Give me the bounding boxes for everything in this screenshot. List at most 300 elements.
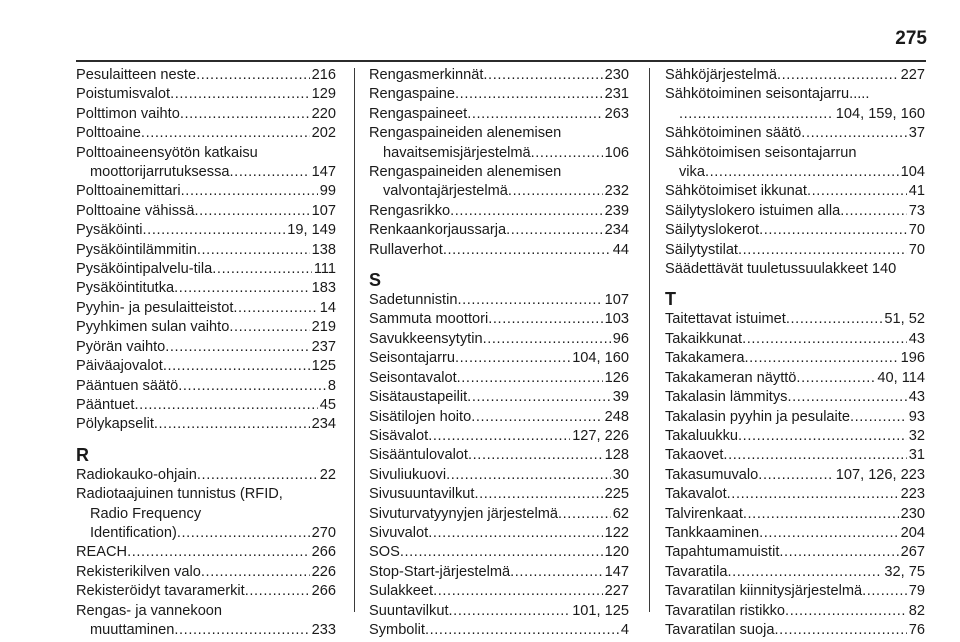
entry-term: Rekisterikilven valo [76, 563, 201, 580]
entry-term: Sähkötoimisen seisontajarrun [665, 144, 857, 161]
entry-term: Sivusuuntavilkut [369, 486, 475, 503]
dot-leader [197, 466, 318, 485]
entry-term: Tapahtumamuistit [665, 544, 780, 561]
entry-term: Sadetunnistin [369, 292, 458, 309]
entry-term: Rullaverhot [369, 241, 443, 258]
entry-term: Poistumisvalot [76, 86, 171, 103]
index-entry [369, 408, 629, 427]
dot-leader [743, 505, 899, 524]
entry-page-ref: 216 [311, 67, 336, 83]
entry-page-ref: 266 [311, 583, 336, 600]
page-number: 275 [895, 28, 927, 49]
dot-leader [727, 485, 899, 504]
entry-term: Sammuta moottori [369, 311, 489, 328]
index-entry [76, 182, 336, 201]
entry-term: vika [679, 164, 705, 181]
entry-page-ref: 96 [612, 330, 629, 347]
dot-leader [163, 357, 310, 376]
index-entry [665, 241, 925, 260]
index-entry [369, 524, 629, 543]
dot-leader [180, 105, 310, 124]
dot-leader [758, 466, 833, 485]
dot-leader [134, 396, 317, 415]
entry-term: Polttoaineensyötön katkaisu [76, 144, 258, 161]
entry-page-ref: 147 [311, 164, 336, 181]
index-entry [665, 563, 925, 582]
entry-term: Pääntuen säätö [76, 377, 179, 394]
entry-page-ref: 40, 114 [877, 369, 925, 386]
entry-term: havaitsemisjärjestelmä [383, 144, 531, 161]
dot-leader [862, 582, 907, 601]
entry-term: Rengasrikko [369, 202, 451, 219]
entry-term: Pysäköintipalvelu-tila [76, 261, 213, 278]
entry-page-ref: 82 [908, 602, 925, 619]
index-entry [665, 543, 925, 562]
entry-term: Radiotaajuinen tunnistus (RFID, [76, 486, 283, 503]
entry-page-ref: 267 [900, 544, 925, 561]
index-entry [76, 144, 336, 183]
entry-page-ref: 227 [604, 583, 629, 600]
entry-term: Polttoainemittari [76, 183, 181, 200]
entry-page-ref: 76 [908, 621, 925, 638]
index-entry [665, 349, 925, 368]
entry-page-ref: 231 [604, 86, 629, 103]
dot-leader [786, 310, 883, 329]
index-entry [76, 357, 336, 376]
entry-page-ref: 70 [908, 222, 925, 239]
entry-term: Pesulaitteen neste [76, 67, 197, 83]
entry-page-ref: 31 [908, 447, 925, 464]
entry-page-ref: 263 [604, 105, 629, 122]
entry-term: Identification) [90, 524, 177, 541]
dot-leader [233, 299, 317, 318]
index-entry [76, 279, 336, 298]
index-entry [665, 621, 925, 640]
entry-page-ref: 202 [311, 125, 336, 142]
dot-leader [510, 563, 603, 582]
entry-term: Sulakkeet [369, 583, 434, 600]
section-letter: T [665, 289, 676, 310]
index-entry [369, 85, 629, 104]
entry-page-ref: 138 [311, 241, 336, 258]
entry-term: Sisätilojen hoito [369, 408, 472, 425]
entry-page-ref: 32 [908, 427, 925, 444]
entry-term: Pysäköintitutka [76, 280, 175, 297]
entry-term: Polttoaine [76, 125, 141, 142]
entry-term: muuttaminen [90, 621, 175, 638]
dot-leader [483, 66, 602, 85]
entry-term: Pysäköintilämmitin [76, 241, 197, 258]
index-entry [369, 446, 629, 465]
index-entry [369, 221, 629, 240]
entry-page-ref: 230 [900, 505, 925, 522]
index-entry [76, 415, 336, 434]
entry-page-ref: 14 [319, 299, 336, 316]
entry-term: Säilytyslokerot [665, 222, 760, 239]
entry-page-ref: 37 [908, 125, 925, 142]
entry-term: Rengas- ja vannekoon [76, 602, 223, 619]
entry-page-ref: 126 [604, 369, 629, 386]
entry-term: Säilytyslokero istuimen alla [665, 202, 841, 219]
dot-leader [558, 505, 611, 524]
entry-page-ref: 106 [604, 144, 629, 161]
index-entry [665, 466, 925, 485]
dot-leader [727, 563, 882, 582]
entry-page-ref: 183 [311, 280, 336, 297]
index-entry [369, 66, 629, 85]
entry-term: Radiokauko-ohjain [76, 466, 197, 483]
entry-term: REACH [76, 544, 128, 561]
entry-term: Päiväajovalot [76, 358, 163, 375]
entry-page-ref: 233 [311, 621, 336, 638]
dot-leader [181, 182, 318, 201]
index-column-1 [76, 66, 336, 640]
entry-page-ref: 41 [908, 183, 925, 200]
entry-term: Pysäköinti [76, 222, 143, 239]
index-entry [369, 388, 629, 407]
index-entry [76, 485, 336, 543]
dot-leader [178, 377, 326, 396]
dot-leader [170, 85, 310, 104]
dot-leader [488, 310, 602, 329]
index-entry [369, 202, 629, 221]
index-entry [665, 582, 925, 601]
entry-term: Savukkeensytytin [369, 330, 483, 347]
index-entry [665, 427, 925, 446]
dot-leader [433, 582, 603, 601]
index-entry [665, 202, 925, 221]
entry-term: Takaovet [665, 447, 724, 464]
entry-term: Pyyhin- ja pesulaitteistot [76, 299, 234, 316]
entry-term: Takalasin pyyhin ja pesulaite [665, 408, 850, 425]
index-entry [369, 330, 629, 349]
index-entry [369, 485, 629, 504]
entry-page-ref: 196 [900, 350, 925, 367]
entry-page-ref: 129 [311, 86, 336, 103]
section-letter: S [369, 270, 382, 291]
dot-leader [531, 144, 603, 163]
entry-term: Stop-Start-järjestelmä [369, 563, 511, 580]
index-entry [369, 105, 629, 124]
entry-page-ref: 227 [900, 67, 925, 83]
index-entry [665, 602, 925, 621]
dot-leader [196, 66, 310, 85]
entry-term: moottorijarrutuksessa [90, 164, 230, 181]
index-entry [665, 388, 925, 407]
index-entry [369, 505, 629, 524]
dot-leader [738, 427, 907, 446]
index-entry [76, 466, 336, 485]
entry-term: Suuntavilkut [369, 602, 449, 619]
entry-page-ref: 8 [327, 377, 336, 394]
dot-leader [807, 182, 907, 201]
entry-page-ref: 248 [604, 408, 629, 425]
index-entry [665, 485, 925, 504]
index-entry [665, 85, 925, 124]
dot-leader [779, 543, 898, 562]
column-divider [649, 68, 650, 612]
entry-page-ref: 226 [311, 563, 336, 580]
entry-term: Takakameran näyttö [665, 369, 797, 386]
entry-page-ref: 104, 159, 160 [835, 105, 925, 122]
entry-term: Sähkötoimiset ikkunat [665, 183, 807, 200]
entry-page-ref: 232 [604, 183, 629, 200]
dot-leader [245, 582, 310, 601]
entry-page-ref: 39 [612, 389, 629, 406]
entry-page-ref: 220 [311, 105, 336, 122]
index-entry [369, 543, 629, 562]
entry-page-ref: 111 [313, 261, 336, 278]
entry-page-ref: 107, 126, 223 [835, 466, 925, 483]
entry-term: Taitettavat istuimet [665, 311, 786, 328]
dot-leader [201, 563, 310, 582]
entry-page-ref: 219 [311, 319, 336, 336]
dot-leader [467, 105, 602, 124]
entry-page-ref: 107 [311, 202, 336, 219]
dot-leader [506, 221, 603, 240]
dot-leader [450, 202, 603, 221]
index-entry [369, 241, 629, 260]
index-entry [369, 602, 629, 621]
entry-page-ref: 62 [612, 505, 629, 522]
entry-page-ref: 120 [604, 544, 629, 561]
index-entry [369, 621, 629, 640]
index-entry [369, 163, 629, 202]
entry-page-ref: 225 [604, 486, 629, 503]
dot-leader [457, 291, 602, 310]
entry-page-ref: 103 [604, 311, 629, 328]
entry-page-ref: 107 [604, 292, 629, 309]
entry-term: Sähköjärjestelmä [665, 67, 777, 83]
column-divider [354, 68, 355, 612]
dot-leader [457, 369, 603, 388]
index-entry [76, 396, 336, 415]
index-column-2 [369, 66, 629, 640]
entry-term: SOS [369, 544, 400, 561]
dot-leader [197, 241, 310, 260]
entry-term: Takavalot [665, 486, 727, 503]
index-entry [665, 310, 925, 329]
entry-term: Tavaratila [665, 563, 728, 580]
entry-page-ref: 93 [908, 408, 925, 425]
index-entry [665, 66, 925, 85]
index-entry [76, 563, 336, 582]
entry-page-ref: 19, 149 [287, 222, 336, 239]
index-entry [665, 369, 925, 388]
entry-term: Symbolit [369, 621, 425, 638]
entry-term: Rengaspaine [369, 86, 456, 103]
dot-leader [455, 85, 603, 104]
entry-term: Polttoaine vähissä [76, 202, 195, 219]
entry-page-ref: 73 [908, 202, 925, 219]
entry-term: Renkaankorjaussarja [369, 222, 507, 239]
entry-term: Pääntuet [76, 396, 135, 413]
entry-page-ref: 22 [319, 466, 336, 483]
entry-term: Sisääntulovalot [369, 447, 468, 464]
dot-leader [474, 485, 602, 504]
entry-term: Rengaspaineiden alenemisen [369, 125, 562, 142]
dot-leader [428, 427, 570, 446]
entry-page-ref: 43 [908, 389, 925, 406]
section-letter: R [76, 444, 89, 465]
dot-leader [194, 202, 309, 221]
index-entry [76, 124, 336, 143]
dot-leader [127, 543, 310, 562]
index-entry [665, 446, 925, 465]
entry-page-ref: 45 [319, 396, 336, 413]
dot-leader [455, 349, 570, 368]
index-entry: Säädettävät tuuletussuulakkeet 140 [665, 261, 897, 278]
entry-term: Sivuvalot [369, 524, 429, 541]
entry-page-ref: 125 [311, 358, 336, 375]
entry-term: Sähkötoiminen säätö [665, 125, 802, 142]
index-entry [76, 318, 336, 337]
dot-leader [230, 163, 310, 182]
index-entry [369, 349, 629, 368]
index-entry [369, 124, 629, 163]
index-entry [76, 221, 336, 240]
index-entry [369, 466, 629, 485]
entry-term: Pyörän vaihto [76, 338, 166, 355]
entry-page-ref: 223 [900, 486, 925, 503]
dot-leader [785, 602, 907, 621]
entry-page-ref: 266 [311, 544, 336, 561]
dot-leader [787, 388, 906, 407]
entry-page-ref: 70 [908, 241, 925, 258]
index-entry [369, 310, 629, 329]
dot-leader [745, 349, 899, 368]
entry-term: Rengaspaineet [369, 105, 468, 122]
dot-leader [229, 318, 309, 337]
dot-leader [483, 330, 611, 349]
entry-term: Tavaratilan ristikko [665, 602, 786, 619]
index-entry [76, 105, 336, 124]
entry-page-ref: 43 [908, 330, 925, 347]
dot-leader [446, 466, 611, 485]
entry-page-ref: 30 [612, 466, 629, 483]
dot-leader [840, 202, 907, 221]
entry-page-ref: 234 [604, 222, 629, 239]
entry-term: Radio Frequency [90, 505, 202, 522]
entry-page-ref: 104 [900, 164, 925, 181]
entry-page-ref: 147 [604, 563, 629, 580]
dot-leader [742, 330, 907, 349]
dot-leader [425, 621, 619, 640]
entry-term: Rengaspaineiden alenemisen [369, 164, 562, 181]
entry-page-ref: 237 [311, 338, 336, 355]
index-entry [76, 241, 336, 260]
index-entry [76, 85, 336, 104]
entry-page-ref: 122 [604, 524, 629, 541]
entry-page-ref: 128 [604, 447, 629, 464]
dot-leader [508, 182, 603, 201]
index-entry [665, 144, 925, 183]
index-entry [76, 377, 336, 396]
index-column-3 [665, 66, 925, 640]
entry-term: Sisätaustapeilit [369, 389, 468, 406]
index-entry [665, 330, 925, 349]
index-entry [76, 338, 336, 357]
entry-term: Säilytystilat [665, 241, 738, 258]
entry-term: Rengasmerkinnät [369, 67, 484, 83]
dot-leader [471, 408, 602, 427]
entry-page-ref: 104, 160 [572, 350, 629, 367]
dot-leader [443, 241, 611, 260]
dot-leader [400, 543, 603, 562]
dot-leader [723, 446, 906, 465]
index-entry [76, 202, 336, 221]
index-entry [369, 582, 629, 601]
dot-leader [850, 408, 907, 427]
entry-term: Talvirenkaat [665, 505, 743, 522]
entry-page-ref: 51, 52 [884, 311, 925, 328]
entry-page-ref: 4 [620, 621, 629, 638]
entry-term: Takaluukku [665, 427, 739, 444]
index-entry [369, 563, 629, 582]
dot-leader [801, 124, 906, 143]
index-entry [76, 543, 336, 562]
entry-page-ref: 239 [604, 202, 629, 219]
index-entry [76, 582, 336, 601]
index-entry [665, 505, 925, 524]
dot-leader [679, 105, 834, 124]
entry-page-ref: 230 [604, 67, 629, 83]
index-entry [665, 182, 925, 201]
dot-leader [428, 524, 602, 543]
entry-term: Takaikkunat [665, 330, 743, 347]
entry-term: Tavaratilan kiinnitysjärjestelmä [665, 583, 863, 600]
entry-term: Sivuturvatyynyjen järjestelmä [369, 505, 558, 522]
dot-leader [705, 163, 899, 182]
dot-leader [143, 221, 286, 240]
entry-page-ref: 44 [612, 241, 629, 258]
entry-term: Sivuliukuovi [369, 466, 447, 483]
entry-page-ref: 127, 226 [572, 427, 629, 444]
entry-term: Tankkaaminen [665, 524, 760, 541]
entry-term: Takalasin lämmitys [665, 389, 788, 406]
entry-page-ref: 99 [319, 183, 336, 200]
entry-term: Takasumuvalo [665, 466, 759, 483]
dot-leader [165, 338, 309, 357]
index-entry [76, 602, 336, 641]
entry-term: Polttimon vaihto [76, 105, 180, 122]
entry-term: Sähkötoiminen seisontajarru..... [665, 86, 870, 103]
dot-leader [775, 621, 907, 640]
entry-term: Tavaratilan suoja [665, 621, 775, 638]
index-entry [369, 369, 629, 388]
dot-leader [154, 415, 310, 434]
entry-term: Sisävalot [369, 427, 429, 444]
entry-term: Seisontavalot [369, 369, 457, 386]
dot-leader [759, 524, 899, 543]
index-entry [665, 221, 925, 240]
dot-leader [174, 621, 309, 640]
dot-leader [174, 279, 309, 298]
entry-term: Takakamera [665, 350, 745, 367]
index-entry [76, 299, 336, 318]
entry-term: Pyyhkimen sulan vaihto [76, 319, 230, 336]
dot-leader [467, 388, 611, 407]
index-entry [369, 427, 629, 446]
index-entry [76, 66, 336, 85]
entry-term: Pölykapselit [76, 416, 154, 433]
header-rule [76, 60, 926, 62]
dot-leader [468, 446, 603, 465]
entry-page-ref: 204 [900, 524, 925, 541]
entry-page-ref: 270 [311, 524, 336, 541]
entry-page-ref: 79 [908, 583, 925, 600]
dot-leader [212, 260, 312, 279]
